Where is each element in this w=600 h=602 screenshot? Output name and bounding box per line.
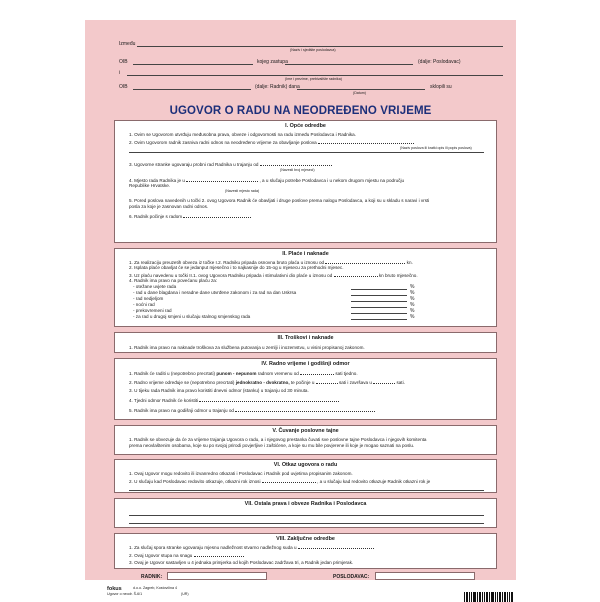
time-p1-row	[129, 370, 358, 377]
percent-sign: %	[410, 290, 415, 296]
worker-role-label: (dalje: Radnik) dana	[255, 84, 300, 90]
percent-sign: %	[410, 308, 415, 314]
employer-oib-label: OIB	[119, 59, 128, 65]
date-field[interactable]	[297, 89, 425, 90]
expenses-p1: 1. Radnik ima pravo na naknade troškova za službena putovanja u zemlji i inozemstvu, u visini propisanoj zakonom.	[129, 345, 365, 350]
time-p2c: te počinje u	[290, 380, 315, 385]
time-p2d: sati i završava u	[338, 380, 372, 385]
employer-signature-label: POSLODAVAC:	[333, 574, 370, 580]
bonus-field[interactable]	[334, 272, 378, 277]
bonus-label: - prekovremeni rad	[133, 308, 172, 313]
bonus-label: - otežane uvjete rada	[133, 284, 177, 289]
general-p1: 1. Ovim se Ugovorom utvrđuju međusobna prava, obveze i odgovornosti na radu između Poslodavca i Radnika.	[129, 132, 357, 137]
section-general-heading: I. Opće odredbe	[285, 123, 326, 129]
end-time-field[interactable]	[373, 379, 395, 384]
general-p3-row	[129, 161, 332, 168]
salary-p3: 3. Uz plaću navedenu u točki II.1. ovog Ugovora Radniku pripada i stimulativni dio plaće u iznosu od	[129, 273, 333, 278]
employer-signature-field[interactable]	[375, 572, 475, 580]
probation-hint: (Navesti broj mjeseci)	[280, 168, 315, 172]
workplace-hint: (Navesti mjesto rada)	[225, 189, 260, 193]
section-working-time	[114, 358, 497, 420]
section-salary	[114, 248, 497, 327]
bonus-percent-field[interactable]	[351, 289, 407, 290]
contract-form	[85, 20, 516, 596]
concluded-label: sklopili su	[430, 84, 452, 90]
bonus-label: - noćni rad	[133, 302, 155, 307]
bonus-percent-field[interactable]	[351, 307, 407, 308]
other-rights-line[interactable]	[129, 523, 484, 524]
time-p1d: sati tjedno.	[335, 371, 358, 376]
weekly-hours-field[interactable]	[300, 370, 334, 375]
section-other-rights-heading: VII. Ostala prava i obveze Radnika i Poslodavca	[244, 501, 367, 507]
general-p4a: 4. Mjesto rada Radnika je u	[129, 178, 185, 183]
bonus-percent-field[interactable]	[351, 301, 407, 302]
base-salary-field[interactable]	[325, 259, 405, 264]
worker-signature-field[interactable]	[167, 572, 267, 580]
time-p5: 5. Radnik ima pravo na godišnji odmor u trajanju od	[129, 408, 234, 413]
general-p4-row	[129, 177, 404, 184]
job-title-field-2[interactable]	[129, 152, 484, 153]
court-location-field[interactable]	[298, 544, 374, 549]
time-p2b: jednokratno - dvokratno,	[235, 380, 290, 385]
general-p2-row	[129, 139, 414, 146]
final-p3: 3. Ovaj je Ugovor sastavljen u 4 jednaka primjerka od kojih Poslodavac zadržava tri, a Radnik jedan primjerak.	[129, 560, 354, 565]
time-p1c: radnom vremenu od	[257, 371, 299, 376]
bonus-row-6	[133, 314, 250, 320]
termination-p2-row	[129, 478, 430, 485]
form-code: (UR)	[181, 592, 189, 596]
form-name: Ugovor o neodr. Š-6/1	[107, 592, 143, 596]
effective-date-field[interactable]	[194, 552, 244, 557]
time-p3: 3. U tijeku rada Radnik ima pravo koristiti dnevni odmor (stanku) u trajanju od 30 minuta.	[129, 388, 309, 393]
section-general	[114, 120, 497, 243]
termination-p1: 1. Ovaj Ugovor mogu redovito ili izvanredno otkazati i Poslodavac i Radnik pod uvjetima propisanim zakonom.	[129, 471, 353, 476]
percent-sign: %	[410, 302, 415, 308]
time-p1a: 1. Radnik će raditi u (nepotrebno precrtati)	[129, 371, 216, 376]
company-address: d.o.o. Zagreb, Kostovčina 4	[133, 586, 177, 590]
probation-field[interactable]	[260, 161, 332, 166]
job-title-field[interactable]	[318, 139, 414, 144]
employer-role-label: (dalje: Poslodavac)	[418, 59, 461, 65]
salary-p3-unit: kn bruto mjesečno.	[378, 273, 418, 278]
time-p4-row	[129, 397, 339, 404]
time-p1b: punom - nepunom	[216, 371, 257, 376]
general-p2: 2. Ovim Ugovorom radnik zasniva radni odnos na neodređeno vrijeme za obavljanje poslova	[129, 140, 317, 145]
final-p2: 2. Ovaj Ugovor stupa na snagu	[129, 553, 193, 558]
representative-field[interactable]	[285, 64, 413, 65]
employer-name-hint: (Naziv i sjedište poslodavca)	[290, 48, 336, 52]
annual-leave-field[interactable]	[235, 407, 375, 412]
section-expenses-heading: III. Troškovi i naknade	[277, 335, 334, 341]
time-p5-row	[129, 407, 375, 414]
section-working-time-heading: IV. Radno vrijeme i godišnji odmor	[261, 361, 350, 367]
time-p2-row	[129, 379, 405, 386]
final-p1-row	[129, 544, 374, 551]
worker-name-field[interactable]	[127, 75, 503, 76]
other-rights-line[interactable]	[129, 515, 484, 516]
confidentiality-p1: 1. Radnik se obvezuje da će za vrijeme trajanja Ugovora o radu, a i njegovog prestanka čuvati sve poslovne tajne Poslodavca i njegovih komitenta	[129, 437, 427, 442]
section-final-heading: VIII. Zaključne odredbe	[276, 536, 335, 542]
general-p6-row	[129, 213, 251, 220]
salary-p1-unit: kn.	[406, 260, 413, 265]
and-label: i	[119, 70, 121, 76]
percent-sign: %	[410, 284, 415, 290]
general-p6: 6. Radnik počinje s radom	[129, 214, 183, 219]
salary-p4: 4. Radnik ima pravo na povećanu plaću za:	[129, 278, 218, 283]
employer-name-field[interactable]	[137, 46, 503, 47]
represented-by-label: kojeg zastupa	[257, 59, 288, 65]
percent-sign: %	[410, 296, 415, 302]
section-other-rights	[114, 498, 497, 528]
worker-notice-field[interactable]	[129, 490, 484, 491]
section-expenses	[114, 332, 497, 353]
bonus-percent-field[interactable]	[351, 295, 407, 296]
salary-p1: 1. Za realizaciju preuzetih obveza iz točke I.2. Radniku pripada osnovna bruto plaća u iznosu od	[129, 260, 325, 265]
between-label: Između	[119, 41, 136, 47]
employer-oib-field[interactable]	[133, 64, 253, 65]
bonus-percent-field[interactable]	[351, 313, 407, 314]
worker-oib-label: OIB	[119, 84, 128, 90]
section-termination-heading: VI. Otkaz ugovora o radu	[273, 462, 338, 468]
general-p5b: posla za koje je zasnovan radni odnos.	[129, 204, 209, 209]
date-hint: (Datum)	[353, 91, 366, 95]
salary-p2: 2. Isplata plaće obavljat će se jedanput mjesečno i to najkasnije do 15-og u mjesecu za prethodni mjesec.	[129, 265, 344, 270]
employer-notice-field[interactable]	[262, 478, 316, 483]
bonus-label: - rad u dane blagdana i neradne dane utvrđene zakonom i za rad na dan Uskrsa	[133, 290, 297, 295]
bonus-label: - rad nedjeljom	[133, 296, 164, 301]
start-date-field[interactable]	[183, 213, 251, 218]
bonus-label: - za rad u drugoj smjeni u slučaju stalnog smjenskog rada	[133, 314, 251, 319]
general-p5a: 5. Pored poslova navedenih u točki 2. ovog Ugovora Radnik će obavljati i druge poslove prema nalogu Poslodavca, a koji su u skladu s naravi i vrsti	[129, 198, 430, 203]
time-p2e: sati.	[396, 380, 405, 385]
termination-p2a: 2. U slučaju kad Poslodavac redovito otkazuje, otkazni rok iznosi	[129, 479, 261, 484]
section-confidentiality-heading: V. Čuvanje poslovne tajne	[272, 428, 339, 434]
section-salary-heading: II. Plaće i naknade	[282, 251, 329, 257]
worker-oib-field[interactable]	[133, 89, 251, 90]
brand-logo: fokus	[107, 586, 122, 592]
general-p3: 3. Ugovorne stranke ugovaraju probni rad Radnika u trajanju od	[129, 162, 259, 167]
general-p4b: , a u slučaju potrebe Poslodavca i u nekom drugom mjestu na području	[259, 178, 405, 183]
section-confidentiality	[114, 425, 497, 455]
workplace-field[interactable]	[186, 177, 258, 182]
section-final	[114, 533, 497, 569]
barcode	[464, 592, 516, 602]
termination-p2b: , a u slučaju kad redovito otkazuje Radnik otkazni rok je	[317, 479, 431, 484]
final-p1: 1. Za slučaj spora stranke ugovaraju mjesnu nadležnost stvarno nadležnog suda u	[129, 545, 297, 550]
time-p4: 4. Tjedni odmor Radnik će koristiti	[129, 398, 199, 403]
percent-sign: %	[410, 314, 415, 320]
time-p2a: 2. Radno vrijeme određuje se (nepotrebno precrtati)	[129, 380, 235, 385]
confidentiality-p2: prema neovlaštenim osobama, koje su po svojoj prirodi povjerljive i zaštićene, a koje su mu bile povjerene ili koje je mogao saznati na poslu.	[129, 443, 415, 448]
bonus-percent-field[interactable]	[351, 319, 407, 320]
job-title-hint: (Naziv poslova ili kratki opis ili popis poslova)	[400, 146, 472, 150]
section-termination	[114, 459, 497, 493]
document-title: UGOVOR O RADU NA NEODREĐENO VRIJEME	[169, 105, 432, 117]
start-time-field[interactable]	[316, 379, 338, 384]
worker-name-hint: (Ime i prezime, prebivalište radnika)	[285, 77, 342, 81]
final-p2-row	[129, 552, 244, 559]
weekly-rest-field[interactable]	[199, 397, 339, 402]
worker-signature-label: RADNIK:	[141, 574, 163, 580]
general-p4c: Republike Hrvatske.	[129, 183, 171, 188]
